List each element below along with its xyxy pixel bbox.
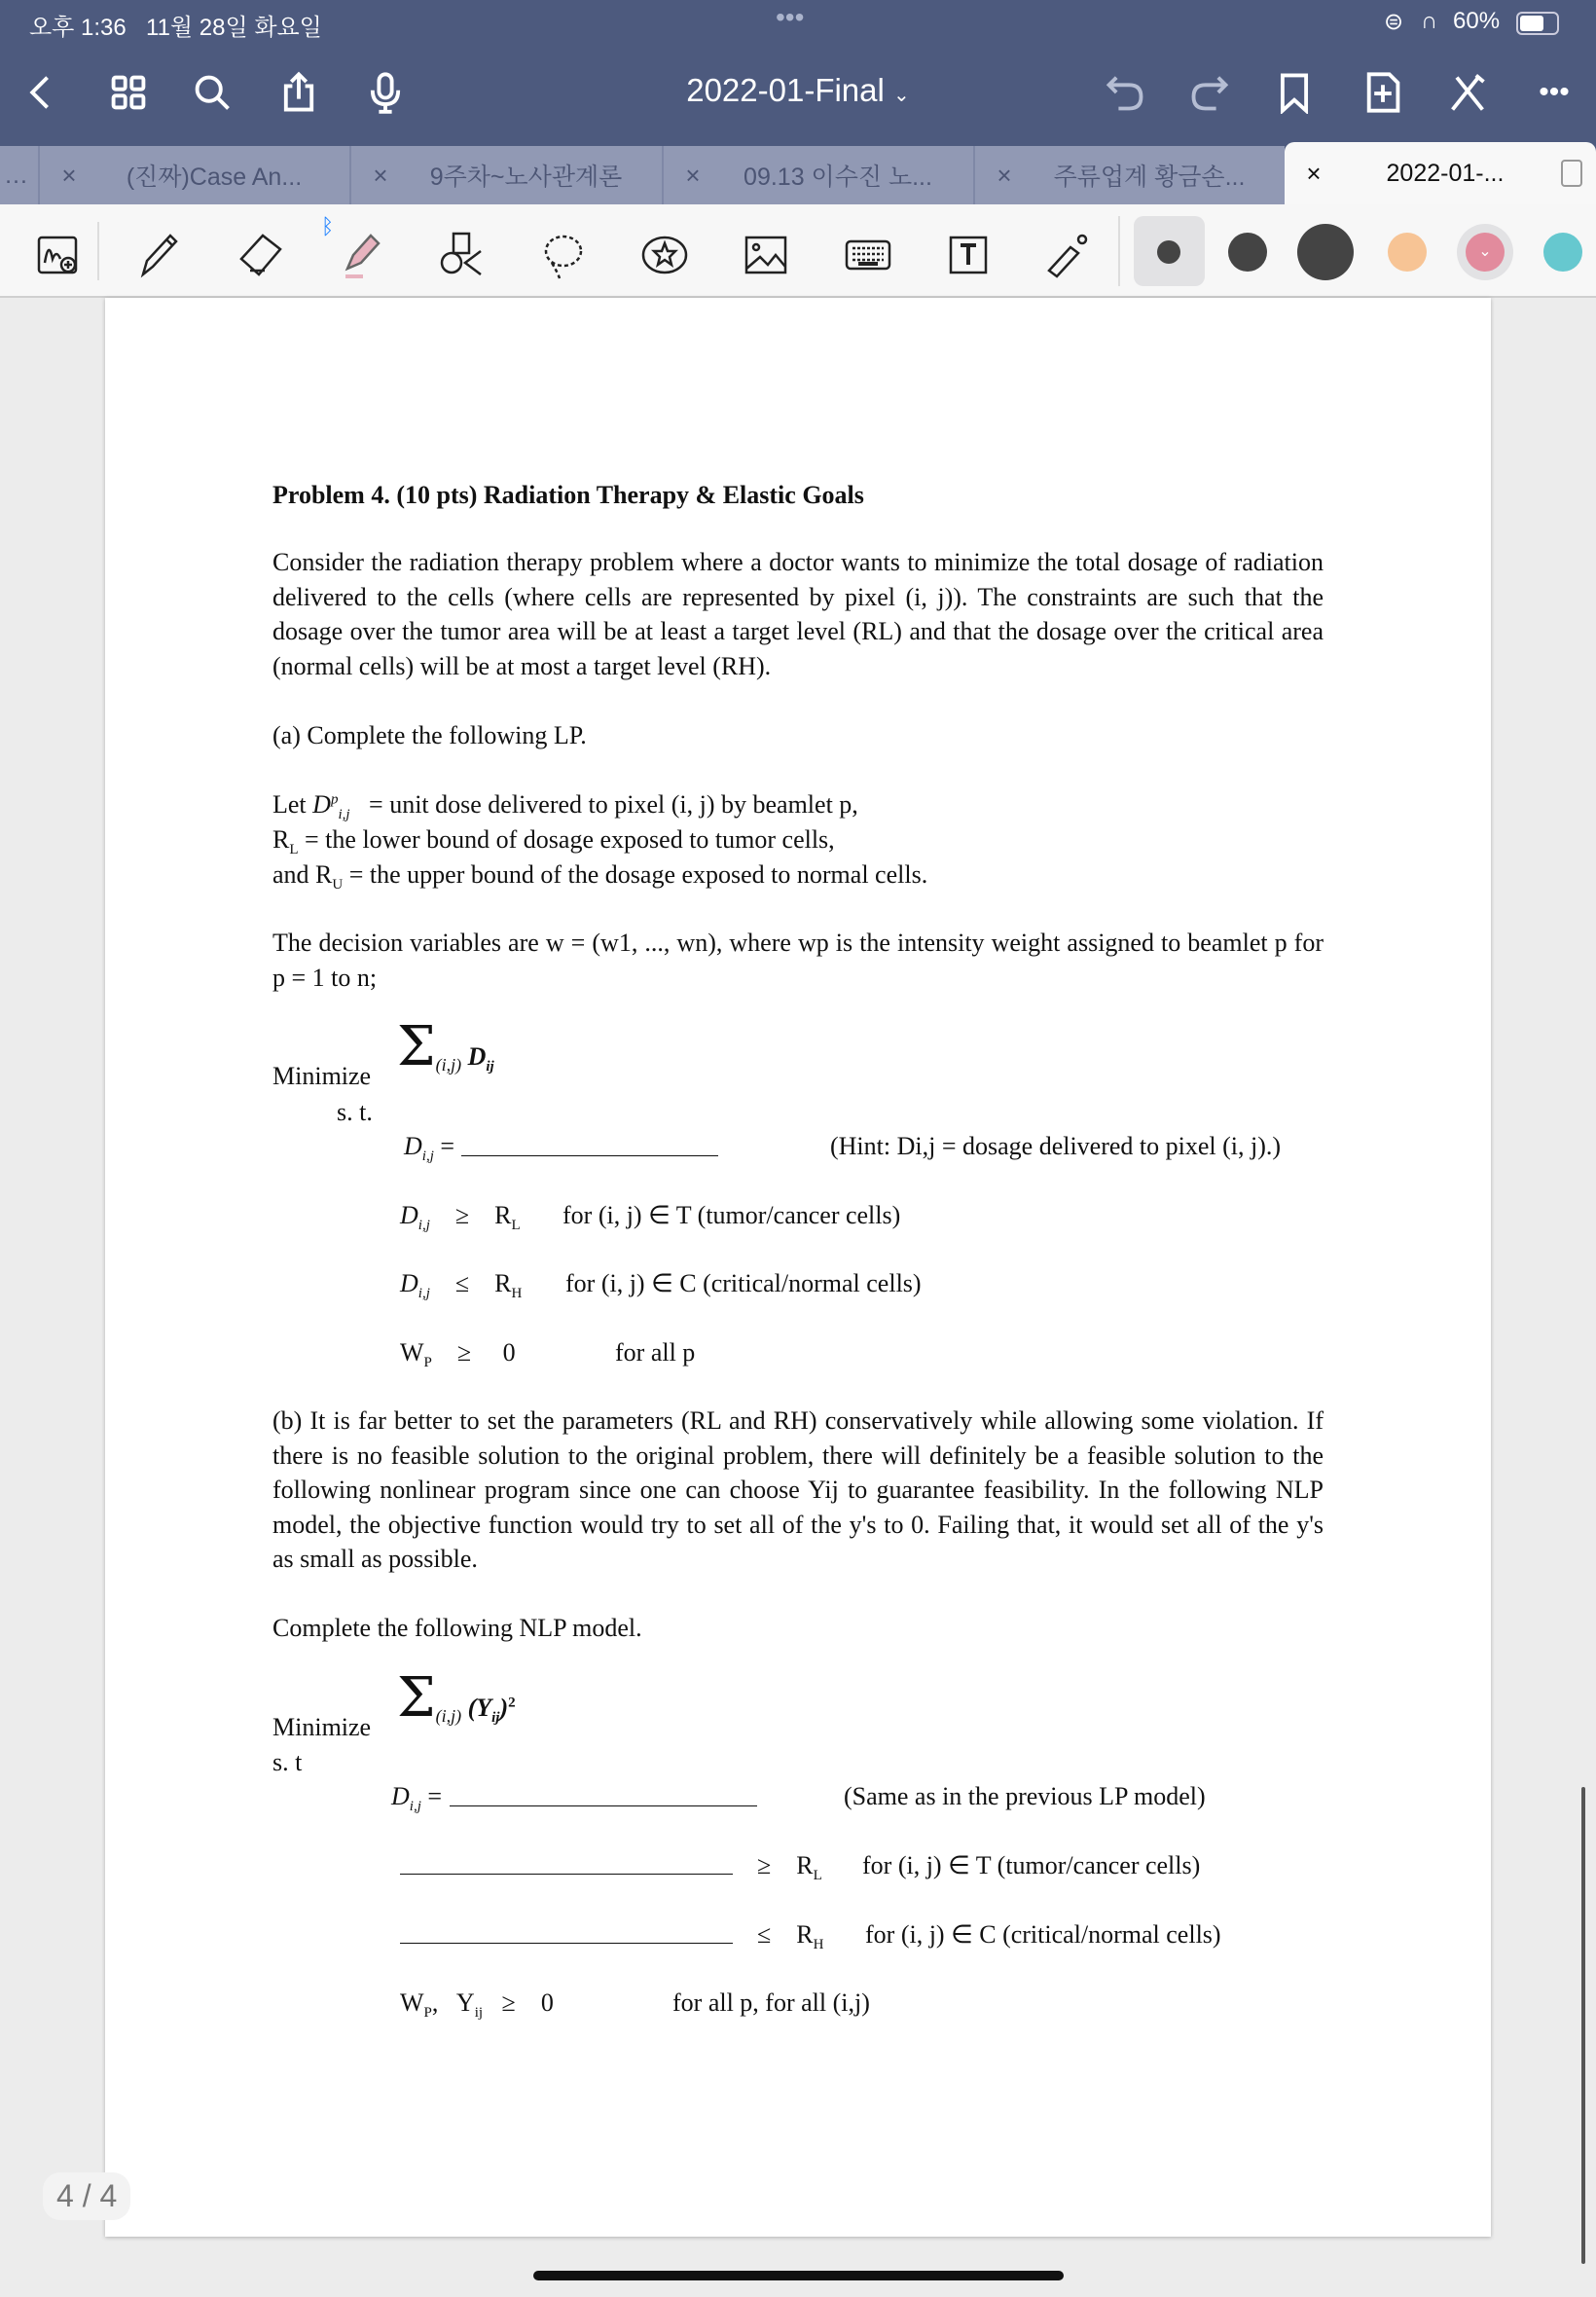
home-indicator[interactable]	[533, 2271, 1064, 2280]
part-b-paragraph: (b) It is far better to set the parameters (RL and RH) conservatively while allowing some violation. If there is no feasible solution to the original problem, there will definitely be a feasible solution to the following nonlinear program since one can choose Yij to guarantee feasibility. In the following NLP model, the objective function would try to set all of the y's to 0. Failing that, it would set all of the y's as small as possible.	[272, 1406, 1324, 1573]
objective-lp: $\Sigma_{(i,j)}$ $D_{ij}$	[397, 1015, 494, 1078]
shapes-icon[interactable]	[434, 228, 489, 282]
pen-icon[interactable]	[131, 228, 186, 282]
answer-blank-nlp-dij[interactable]	[450, 1805, 757, 1806]
constraint-critical-lhs: $D_{i,j}$ ≤ $R_H$	[400, 1269, 523, 1302]
same-note: (Same as in the previous LP model)	[844, 1782, 1206, 1810]
constraint-dij: $D_{i,j}$ =	[404, 1132, 455, 1165]
annotation-toolbar	[0, 204, 1596, 298]
constraint-tumor-domain: for (i, j) ∈ T (tumor/cancer cells)	[562, 1201, 901, 1229]
problem-title: Problem 4. (10 pts) Radiation Therapy & Elastic Goals	[272, 481, 864, 509]
split-view-icon[interactable]	[1561, 160, 1582, 187]
redo-icon[interactable]	[1185, 68, 1234, 117]
handwriting-zoom-icon[interactable]	[31, 228, 86, 282]
minimize-label: Minimize	[272, 1062, 372, 1090]
tab-2022-01-final[interactable]: × 2022-01-...	[1285, 142, 1596, 204]
bookmark-icon[interactable]	[1270, 68, 1319, 117]
nlp-critical-domain: for (i, j) ∈ C (critical/normal cells)	[865, 1920, 1221, 1949]
multitask-dots[interactable]: •••	[776, 2, 805, 32]
eraser-icon[interactable]	[234, 228, 288, 282]
color-swatch-teal[interactable]	[1543, 233, 1582, 272]
close-tab-icon[interactable]: ×	[997, 160, 1012, 190]
constraint-nonneg: $W_P$ ≥ 0	[400, 1338, 516, 1371]
undo-icon[interactable]	[1101, 68, 1149, 117]
st-label-nlp: s. t	[272, 1748, 303, 1776]
image-icon[interactable]	[739, 228, 793, 282]
nlp-constraint-dij: $D_{i,j}$ =	[391, 1782, 443, 1815]
constraint-nonneg-domain: for all p	[615, 1338, 696, 1367]
document-title: 2022-01-Final	[686, 72, 885, 108]
link-icon: ⊜	[1384, 9, 1404, 35]
bluetooth-icon: ᛒ	[321, 214, 335, 238]
answer-blank-dij[interactable]	[461, 1154, 718, 1156]
answer-blank-nlp-critical[interactable]	[400, 1942, 733, 1944]
tab-0913[interactable]: × 09.13 이수진 노...	[662, 146, 973, 204]
thickness-medium-icon[interactable]	[1228, 233, 1267, 272]
intro-paragraph: Consider the radiation therapy problem where a doctor wants to minimize the total dosage of radiation delivered to the cells (where cells are represented by pixel (i, j)). The constraints are such that the dosage over the tumor area will be at least a target level (RL) and that the dosage over the critical area (normal cells) will be at most a target level (RH).	[272, 548, 1324, 680]
lasso-icon[interactable]	[536, 228, 591, 282]
color-swatch-selected-ring[interactable]	[1457, 224, 1513, 280]
close-tab-icon[interactable]: ×	[61, 160, 77, 190]
search-icon[interactable]	[188, 68, 236, 117]
back-icon[interactable]	[17, 68, 65, 117]
complete-nlp-heading: Complete the following NLP model.	[272, 1614, 642, 1642]
more-options-icon[interactable]: •••	[1539, 76, 1570, 108]
sticker-icon[interactable]	[637, 228, 692, 282]
nlp-nonneg-domain: for all p, for all (i,j)	[672, 1988, 870, 2017]
constraint-critical-domain: for (i, j) ∈ C (critical/normal cells)	[565, 1269, 922, 1297]
status-time: 오후 1:36	[29, 15, 127, 41]
tab-labor-relations[interactable]: × 9주차~노사관계론	[349, 146, 662, 204]
share-icon[interactable]	[274, 68, 323, 117]
headphones-icon: ∩	[1421, 8, 1438, 34]
tab-bar	[0, 142, 1596, 204]
nlp-tumor-domain: for (i, j) ∈ T (tumor/cancer cells)	[862, 1851, 1201, 1879]
st-label: s. t.	[337, 1098, 373, 1126]
color-swatch-peach[interactable]	[1388, 233, 1427, 272]
status-date: 11월 28일 화요일	[146, 15, 322, 41]
scrollbar[interactable]	[1581, 1787, 1585, 2264]
text-box-icon[interactable]	[941, 228, 996, 282]
document-title-dropdown[interactable]	[686, 72, 910, 109]
highlighter-icon[interactable]	[332, 228, 386, 282]
definition-dpij: Let $D^p_{i,j}$ = unit dose delivered to pixel (i, j) by beamlet p,	[272, 790, 858, 823]
top-bar	[0, 0, 1596, 142]
microphone-icon[interactable]	[361, 68, 410, 117]
close-tab-icon[interactable]: ×	[1306, 158, 1322, 188]
keyboard-icon[interactable]	[841, 228, 895, 282]
toolbar-divider	[1118, 216, 1120, 286]
laser-pointer-icon[interactable]	[1039, 228, 1094, 282]
tab-case-an[interactable]: × (진짜)Case An...	[38, 146, 349, 204]
thumbnails-icon[interactable]	[104, 68, 153, 117]
battery-percent: 60%	[1453, 8, 1501, 34]
toolbar-divider	[97, 222, 99, 280]
battery-icon	[1516, 12, 1559, 35]
definition-ru: and $R_U$ = the upper bound of the dosage exposed to normal cells.	[272, 860, 928, 893]
color-swatch-pink[interactable]: ⌄	[1466, 233, 1505, 272]
close-tab-icon[interactable]: ×	[373, 160, 388, 190]
definition-rl: $R_L$ = the lower bound of dosage exposed to tumor cells,	[272, 825, 835, 858]
thickness-small-icon[interactable]	[1157, 240, 1180, 264]
nlp-tumor-rhs: ≥ $R_L$	[757, 1851, 822, 1884]
minimize-label-nlp: Minimize	[272, 1713, 372, 1741]
add-page-icon[interactable]	[1359, 68, 1407, 117]
tab-liquor-industry[interactable]: × 주류업계 황금손...	[973, 146, 1285, 204]
nlp-nonneg: $W_P$, $Y_{ij}$ ≥ 0	[400, 1988, 554, 2022]
answer-blank-nlp-tumor[interactable]	[400, 1873, 733, 1875]
tools-icon[interactable]	[1443, 68, 1492, 117]
close-tab-icon[interactable]: ×	[685, 160, 701, 190]
decision-variables: The decision variables are w = (w1, ..., wn), where wp is the intensity weight assigned to beamlet p for p = 1 to n;	[272, 929, 1324, 992]
tab-overflow[interactable]: …	[0, 146, 38, 204]
part-a-heading: (a) Complete the following LP.	[272, 721, 587, 749]
objective-nlp: $\Sigma_{(i,j)}$ $(Y_{ij})^2$	[397, 1666, 516, 1730]
thickness-large-icon[interactable]	[1297, 224, 1354, 280]
page-indicator: 4 / 4	[43, 2172, 130, 2220]
hint-text: (Hint: Di,j = dosage delivered to pixel (i, j).)	[830, 1132, 1282, 1160]
constraint-tumor-lhs: $D_{i,j}$ ≥ $R_L$	[400, 1201, 521, 1234]
chevron-down-icon: ⌄	[893, 85, 910, 106]
nlp-critical-rhs: ≤ $R_H$	[757, 1920, 824, 1953]
